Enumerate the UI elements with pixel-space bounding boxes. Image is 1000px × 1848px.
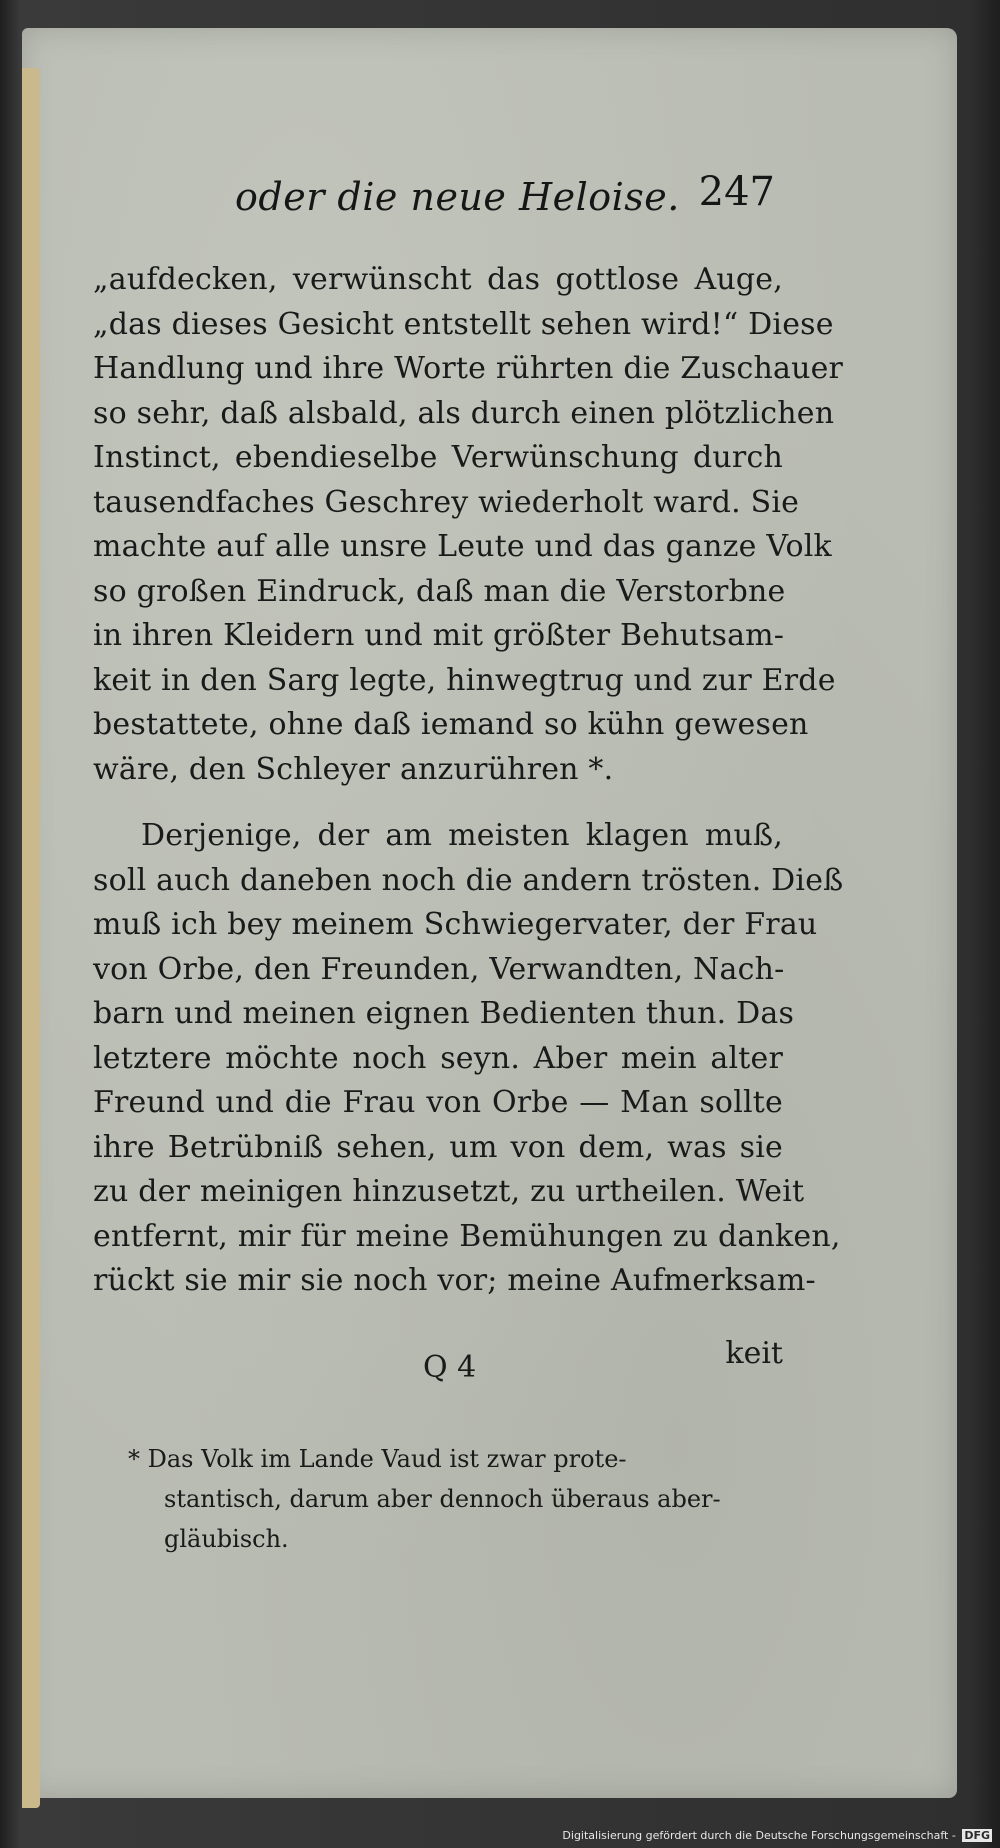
footnote-line: stantisch, darum aber dennoch überaus aber- [164, 1485, 721, 1513]
footnote-line: * Das Volk im Lande Vaud ist zwar prote- [128, 1445, 627, 1473]
text-line: muß ich bey meinem Schwiegervater, der Frau [93, 907, 818, 942]
text-line: keit in den Sarg legte, hinwegtrug und zur Erde [93, 662, 836, 698]
footnote [128, 1440, 778, 1560]
running-title: oder die neue Heloise. [235, 175, 680, 219]
text-line: „das dieses Gesicht entstellt sehen wird!“ Diese [93, 306, 834, 342]
text-line: entfernt, mir für meine Bemühungen zu danken, [93, 1218, 841, 1254]
text-line: von Orbe, den Freunden, Verwandten, Nach- [93, 951, 785, 987]
body-text [93, 258, 844, 1304]
page-header [235, 169, 775, 245]
text-line: bestattete, ohne daß iemand so kühn gewesen [93, 707, 809, 742]
catchword: keit [725, 1336, 783, 1371]
text-line: tausendfaches Geschrey wiederholt ward. Sie [93, 484, 800, 520]
signature-mark: Q 4 [423, 1350, 477, 1385]
dfg-logo-icon: DFG [964, 1829, 990, 1842]
text-line: Derjenige, der am meisten klagen muß, [141, 818, 783, 853]
text-line: zu der meinigen hinzusetzt, zu urtheilen. Weit [93, 1174, 805, 1209]
text-line: Freund und die Frau von Orbe — Man sollte [93, 1085, 783, 1120]
text-line: soll auch daneben noch die andern trösten. Dieß [93, 862, 844, 898]
credit-text: Digitalisierung gefördert durch die Deutsche Forschungsgemeinschaft - [562, 1829, 956, 1842]
footnote-line: gläubisch. [164, 1525, 289, 1553]
text-line: wäre, den Schleyer anzurühren *. [93, 751, 614, 787]
catchline [93, 1336, 783, 1400]
page-edge [22, 68, 40, 1808]
text-line: Instinct, ebendieselbe Verwünschung durch [93, 440, 783, 475]
text-line: so sehr, daß alsbald, als durch einen plötzlichen [93, 395, 835, 431]
text-line: so großen Eindruck, daß man die Verstorbne [93, 573, 786, 609]
text-line: machte auf alle unsre Leute und das ganze Volk [93, 529, 832, 564]
text-line: barn und meinen eignen Bedienten thun. Das [93, 996, 795, 1031]
text-line: Handlung und ihre Worte rührten die Zuschauer [93, 351, 844, 386]
page-number: 247 [698, 169, 775, 215]
paragraph-gap [93, 792, 783, 814]
text-line: ihre Betrübniß sehen, um von dem, was sie [93, 1129, 783, 1165]
text-line: „aufdecken, verwünscht das gottlose Auge, [93, 262, 783, 297]
text-line: rückt sie mir sie noch vor; meine Aufmerksam- [93, 1263, 816, 1298]
digitization-credit [562, 1829, 992, 1842]
text-line: in ihren Kleidern und mit größter Behutsam- [93, 618, 785, 653]
text-line: letztere möchte noch seyn. Aber mein alter [93, 1040, 783, 1076]
